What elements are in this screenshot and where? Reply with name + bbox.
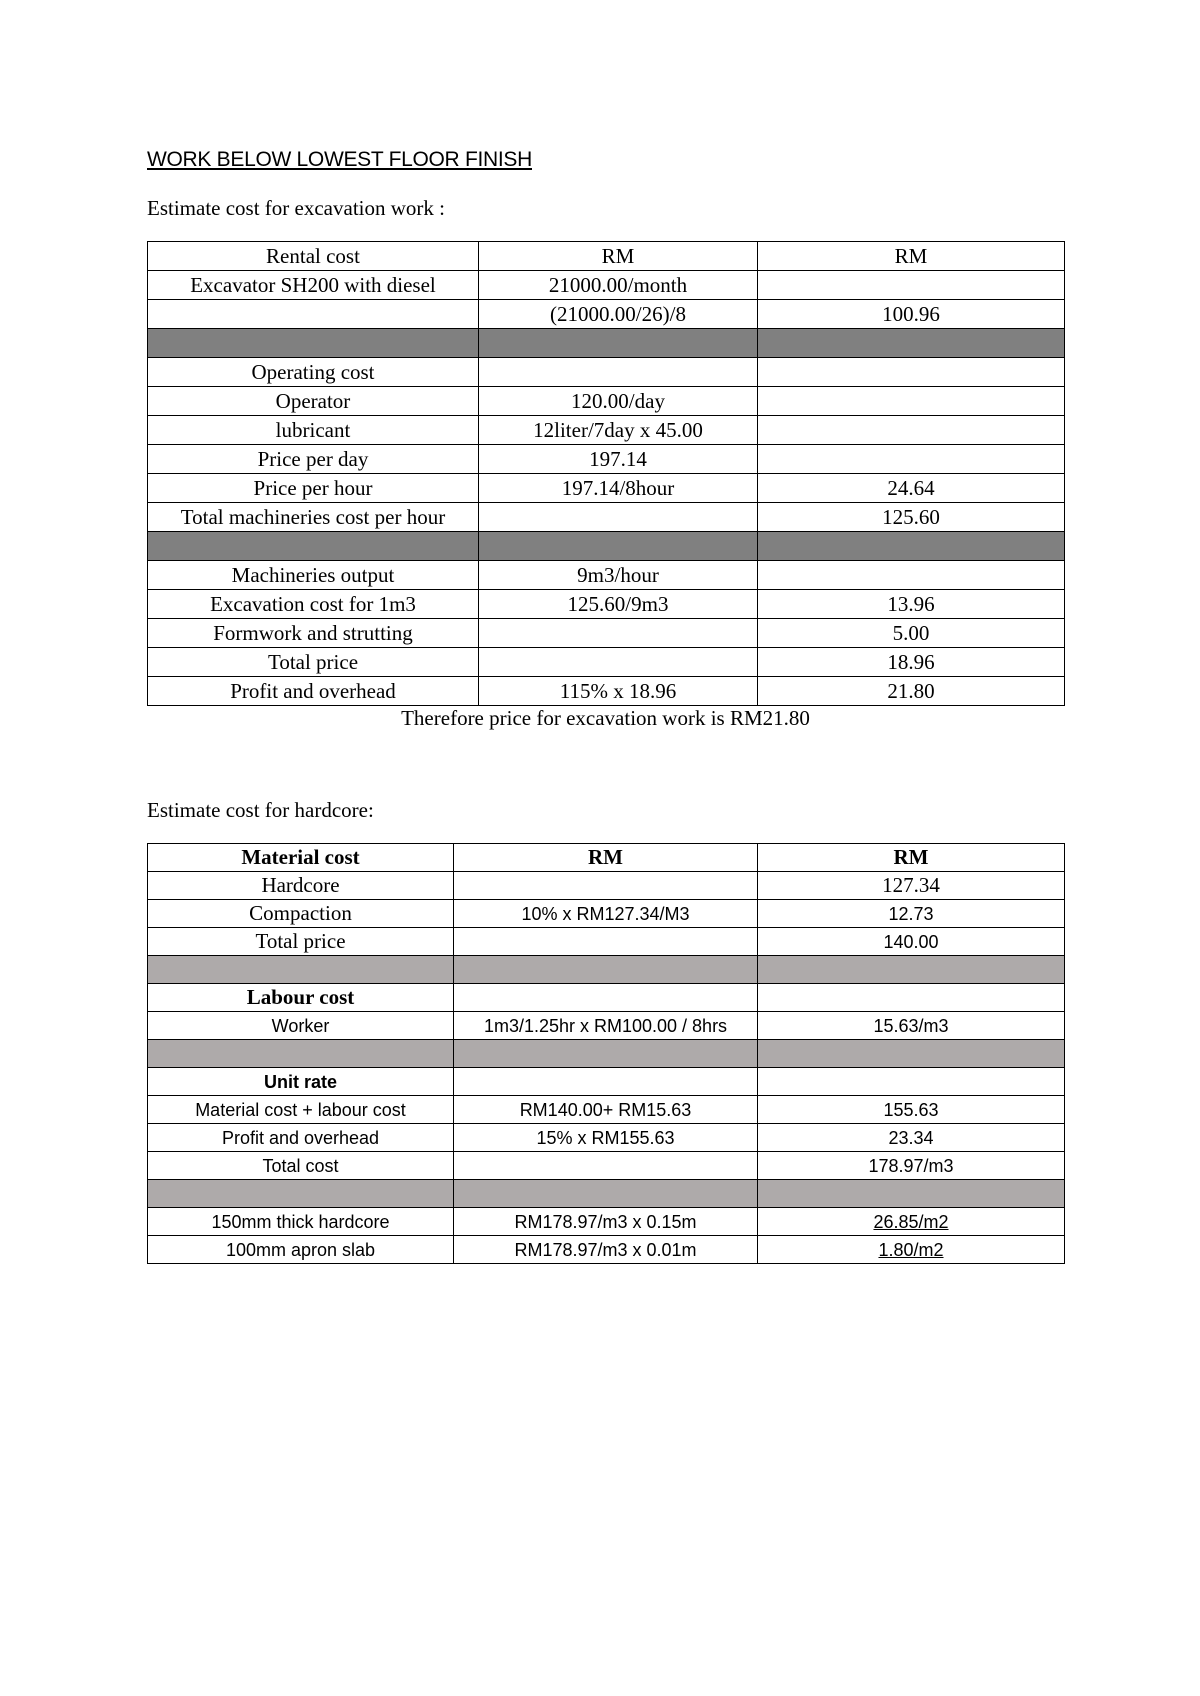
table-cell: Total price — [148, 928, 454, 956]
table-cell: 197.14 — [479, 445, 758, 474]
table-cell: Profit and overhead — [148, 677, 479, 706]
table-cell: RM — [758, 242, 1065, 271]
table-cell: 24.64 — [758, 474, 1065, 503]
table-row — [148, 590, 1065, 619]
table-row — [148, 1236, 1065, 1264]
table-cell: 197.14/8hour — [479, 474, 758, 503]
table-row — [148, 416, 1065, 445]
table-cell — [758, 271, 1065, 300]
table-row — [148, 271, 1065, 300]
table-cell: Worker — [148, 1012, 454, 1040]
table-header-row — [148, 844, 1065, 872]
table-cell: Total price — [148, 648, 479, 677]
table-cell: 5.00 — [758, 619, 1065, 648]
table-cell: Compaction — [148, 900, 454, 928]
table-cell: Excavator SH200 with diesel — [148, 271, 479, 300]
table-row — [148, 677, 1065, 706]
table-cell: RM178.97/m3 x 0.01m — [454, 1236, 758, 1264]
table-cell: Price per hour — [148, 474, 479, 503]
table-row — [148, 1096, 1065, 1124]
table-row — [148, 1068, 1065, 1096]
table-cell — [758, 984, 1065, 1012]
table-row — [148, 900, 1065, 928]
table-row — [148, 1152, 1065, 1180]
table-row — [148, 358, 1065, 387]
table-cell: 21.80 — [758, 677, 1065, 706]
table-row — [148, 445, 1065, 474]
table-row — [148, 503, 1065, 532]
table-row — [148, 648, 1065, 677]
table-cell: 1m3/1.25hr x RM100.00 / 8hrs — [454, 1012, 758, 1040]
table-cell: Machineries output — [148, 561, 479, 590]
shaded-separator-row — [148, 1180, 1065, 1208]
shaded-separator-row — [148, 956, 1065, 984]
table-cell: 1.80/m2 — [758, 1236, 1065, 1264]
table-row — [148, 387, 1065, 416]
table-cell: Labour cost — [148, 984, 454, 1012]
table-row — [148, 300, 1065, 329]
table-cell — [758, 416, 1065, 445]
excavation-intro: Estimate cost for excavation work : — [147, 196, 445, 220]
table-cell: 100.96 — [758, 300, 1065, 329]
table-cell: 12.73 — [758, 900, 1065, 928]
table-cell: 15% x RM155.63 — [454, 1124, 758, 1152]
table-cell: 21000.00/month — [479, 271, 758, 300]
table-cell: 178.97/m3 — [758, 1152, 1065, 1180]
table-cell: 115% x 18.96 — [479, 677, 758, 706]
excavation-price-note: Therefore price for excavation work is RM21.80 — [401, 706, 810, 730]
table-cell: Hardcore — [148, 872, 454, 900]
table-cell: 125.60 — [758, 503, 1065, 532]
excavation-cost-table — [147, 241, 1065, 706]
table-cell: 23.34 — [758, 1124, 1065, 1152]
table-row — [148, 928, 1065, 956]
table-cell: 9m3/hour — [479, 561, 758, 590]
table-cell — [758, 561, 1065, 590]
table-row — [148, 872, 1065, 900]
hardcore-intro: Estimate cost for hardcore: — [147, 798, 374, 822]
table-cell: 100mm apron slab — [148, 1236, 454, 1264]
table-cell — [758, 387, 1065, 416]
table-cell: 13.96 — [758, 590, 1065, 619]
table-cell: Operating cost — [148, 358, 479, 387]
table-cell: 120.00/day — [479, 387, 758, 416]
table-row — [148, 561, 1065, 590]
table-cell: 125.60/9m3 — [479, 590, 758, 619]
table-row — [148, 984, 1065, 1012]
table-cell — [454, 872, 758, 900]
table-cell — [479, 619, 758, 648]
table-cell: Rental cost — [148, 242, 479, 271]
table-cell — [454, 1152, 758, 1180]
table-row — [148, 1012, 1065, 1040]
table-cell — [758, 1068, 1065, 1096]
table-cell: 18.96 — [758, 648, 1065, 677]
table-cell: 15.63/m3 — [758, 1012, 1065, 1040]
table-cell: 140.00 — [758, 928, 1065, 956]
table-cell — [148, 300, 479, 329]
table-cell: RM — [454, 844, 758, 872]
shaded-separator-row — [148, 329, 1065, 358]
table-cell: Operator — [148, 387, 479, 416]
table-cell — [454, 1068, 758, 1096]
table-cell: 155.63 — [758, 1096, 1065, 1124]
table-cell: RM178.97/m3 x 0.15m — [454, 1208, 758, 1236]
table-row — [148, 242, 1065, 271]
table-cell: Excavation cost for 1m3 — [148, 590, 479, 619]
table-cell — [479, 358, 758, 387]
table-cell: Material cost + labour cost — [148, 1096, 454, 1124]
shaded-separator-row — [148, 532, 1065, 561]
table-row — [148, 1124, 1065, 1152]
table-cell: lubricant — [148, 416, 479, 445]
table-cell: (21000.00/26)/8 — [479, 300, 758, 329]
table-cell: Total machineries cost per hour — [148, 503, 479, 532]
shaded-separator-row — [148, 1040, 1065, 1068]
table-row — [148, 1208, 1065, 1236]
table-row — [148, 474, 1065, 503]
table-cell: 10% x RM127.34/M3 — [454, 900, 758, 928]
table-cell — [479, 648, 758, 677]
table-cell: Material cost — [148, 844, 454, 872]
table-cell — [758, 358, 1065, 387]
table-cell: RM — [479, 242, 758, 271]
table-row — [148, 619, 1065, 648]
table-cell: Profit and overhead — [148, 1124, 454, 1152]
table-cell — [758, 445, 1065, 474]
table-cell: 150mm thick hardcore — [148, 1208, 454, 1236]
table-cell: Total cost — [148, 1152, 454, 1180]
table-cell: 127.34 — [758, 872, 1065, 900]
table-cell: Formwork and strutting — [148, 619, 479, 648]
table-cell: 26.85/m2 — [758, 1208, 1065, 1236]
table-cell: 12liter/7day x 45.00 — [479, 416, 758, 445]
table-cell: RM140.00+ RM15.63 — [454, 1096, 758, 1124]
table-cell — [454, 928, 758, 956]
document-heading: WORK BELOW LOWEST FLOOR FINISH — [147, 148, 532, 171]
table-cell: RM — [758, 844, 1065, 872]
table-cell — [454, 984, 758, 1012]
table-cell — [479, 503, 758, 532]
table-cell: Price per day — [148, 445, 479, 474]
hardcore-cost-table — [147, 843, 1065, 1264]
table-cell: Unit rate — [148, 1068, 454, 1096]
